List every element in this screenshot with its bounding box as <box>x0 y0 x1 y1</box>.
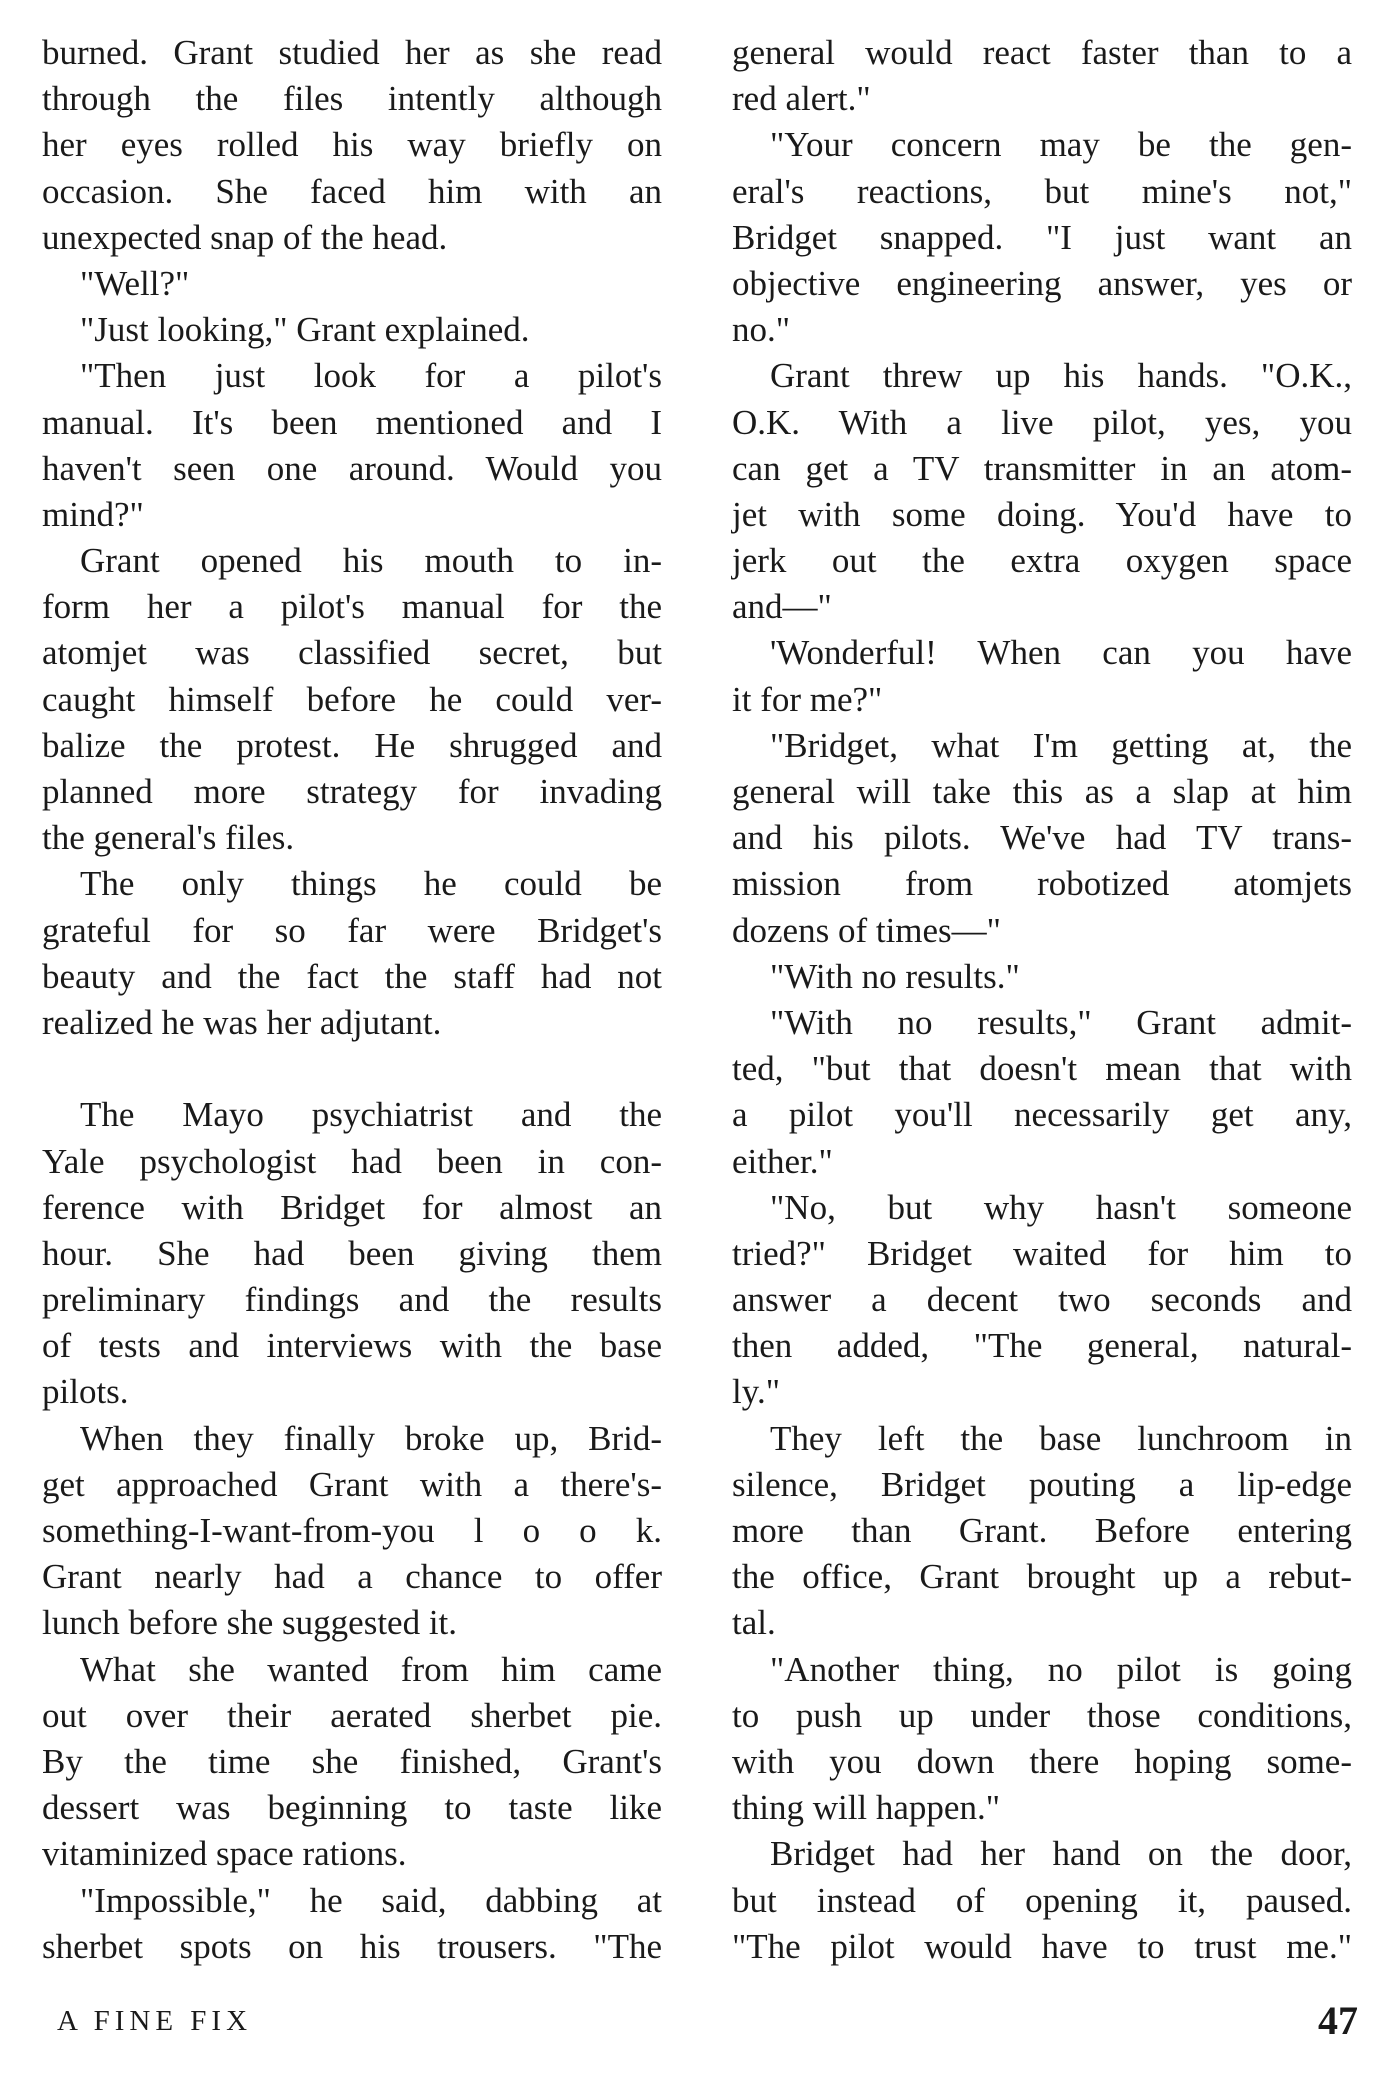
text-line: either." <box>732 1141 833 1181</box>
text-line: sherbet spots on his trousers. "The <box>42 1926 662 1966</box>
text-line: Yale psychologist had been in con- <box>42 1141 662 1181</box>
text-line: occasion. She faced him with an <box>42 171 662 211</box>
text-line: "No, but why hasn't someone <box>770 1187 1352 1227</box>
page-number: 47 <box>1318 1998 1358 2043</box>
text-line: balize the protest. He shrugged and <box>42 725 662 765</box>
text-line: the general's files. <box>42 818 295 858</box>
text-line: tried?" Bridget waited for him to <box>732 1233 1352 1273</box>
text-line: dessert was beginning to taste like <box>42 1788 662 1828</box>
text-line: unexpected snap of the head. <box>42 217 448 257</box>
text-line: tal. <box>732 1603 776 1643</box>
text-line: Bridget snapped. "I just want an <box>732 217 1352 257</box>
text-line: objective engineering answer, yes or <box>732 263 1352 303</box>
text-line: jet with some doing. You'd have to <box>732 494 1352 534</box>
text-line: grateful for so far were Bridget's <box>42 910 662 950</box>
text-line: "The pilot would have to trust me." <box>732 1926 1352 1966</box>
text-line: beauty and the fact the staff had not <box>42 956 662 996</box>
text-line: When they finally broke up, Brid- <box>80 1418 662 1458</box>
text-line: pilots. <box>42 1372 129 1412</box>
text-line: O.K. With a live pilot, yes, you <box>732 402 1352 442</box>
text-line: but instead of opening it, paused. <box>732 1880 1352 1920</box>
text-line: silence, Bridget pouting a lip-edge <box>732 1464 1352 1504</box>
text-line: through the files intently although <box>42 79 662 119</box>
text-line: eral's reactions, but mine's not," <box>732 171 1352 211</box>
text-line: red alert." <box>732 79 871 119</box>
text-line: jerk out the extra oxygen space <box>732 541 1352 581</box>
text-line: and—" <box>732 587 832 627</box>
text-line: "Then just look for a pilot's <box>80 356 662 396</box>
text-line: "Impossible," he said, dabbing at <box>80 1880 662 1920</box>
text-line: answer a decent two seconds and <box>732 1280 1352 1320</box>
text-line: something-I-want-from-you l o o k. <box>42 1511 662 1550</box>
text-line: "Bridget, what I'm getting at, the <box>770 725 1352 765</box>
text-line: then added, "The general, natural- <box>732 1326 1352 1366</box>
text-line: and his pilots. We've had TV trans- <box>732 818 1352 858</box>
text-line: atomjet was classified secret, but <box>42 633 662 673</box>
text-line: "Another thing, no pilot is going <box>770 1649 1352 1689</box>
text-line: form her a pilot's manual for the <box>42 587 662 627</box>
text-line: ference with Bridget for almost an <box>42 1187 662 1227</box>
text-line: "With no results," Grant admit- <box>770 1002 1352 1042</box>
text-line: "With no results." <box>770 956 1020 996</box>
text-line: By the time she finished, Grant's <box>42 1741 662 1781</box>
right-column <box>732 30 1352 1970</box>
text-line: no." <box>732 310 791 350</box>
text-line: haven't seen one around. Would you <box>42 448 662 488</box>
text-line: planned more strategy for invading <box>42 772 662 811</box>
text-line: Grant nearly had a chance to offer <box>42 1557 662 1597</box>
text-line: 'Wonderful! When can you have <box>770 633 1352 673</box>
text-line: They left the base lunchroom in <box>770 1418 1352 1458</box>
text-line: general would react faster than to a <box>732 33 1352 72</box>
text-line: with you down there hoping some- <box>732 1741 1352 1781</box>
text-line: vitaminized space rations. <box>42 1834 407 1874</box>
running-footer-title: A FINE FIX <box>57 2005 253 2037</box>
text-line: her eyes rolled his way briefly on <box>42 125 662 165</box>
text-line: The only things he could be <box>80 864 662 904</box>
text-line: the office, Grant brought up a rebut- <box>732 1557 1352 1597</box>
text-line: What she wanted from him came <box>80 1649 662 1689</box>
text-line: mission from robotized atomjets <box>732 864 1352 904</box>
text-line: The Mayo psychiatrist and the <box>80 1095 662 1135</box>
text-line: Grant threw up his hands. "O.K., <box>770 356 1352 396</box>
text-line: preliminary findings and the results <box>42 1280 662 1320</box>
text-line: more than Grant. Before entering <box>732 1511 1352 1550</box>
text-line: manual. It's been mentioned and I <box>42 402 662 442</box>
text-line: get approached Grant with a there's- <box>42 1464 662 1504</box>
text-line: "Just looking," Grant explained. <box>80 310 530 350</box>
text-line: realized he was her adjutant. <box>42 1002 442 1042</box>
text-line: a pilot you'll necessarily get any, <box>732 1095 1352 1135</box>
text-line: ted, "but that doesn't mean that with <box>732 1049 1352 1089</box>
text-line: "Well?" <box>80 263 190 303</box>
text-line: burned. Grant studied her as she read <box>42 33 662 72</box>
left-column <box>42 30 662 1970</box>
text-line: hour. She had been giving them <box>42 1233 662 1273</box>
text-line: caught himself before he could ver- <box>42 679 662 719</box>
text-line: it for me?" <box>732 679 883 719</box>
text-line: can get a TV transmitter in an atom- <box>732 448 1352 488</box>
text-line: mind?" <box>42 494 144 534</box>
text-line: of tests and interviews with the base <box>42 1326 662 1366</box>
text-line: dozens of times—" <box>732 910 1001 950</box>
text-line: thing will happen." <box>732 1788 1001 1828</box>
text-line: out over their aerated sherbet pie. <box>42 1695 662 1735</box>
text-line: "Your concern may be the gen- <box>770 125 1352 165</box>
text-line: Grant opened his mouth to in- <box>80 541 662 581</box>
text-line: general will take this as a slap at him <box>732 772 1352 811</box>
text-line: ly." <box>732 1372 780 1412</box>
text-line: to push up under those conditions, <box>732 1695 1352 1735</box>
text-line: Bridget had her hand on the door, <box>770 1834 1352 1874</box>
text-line <box>42 1046 662 1092</box>
text-line: lunch before she suggested it. <box>42 1603 458 1643</box>
